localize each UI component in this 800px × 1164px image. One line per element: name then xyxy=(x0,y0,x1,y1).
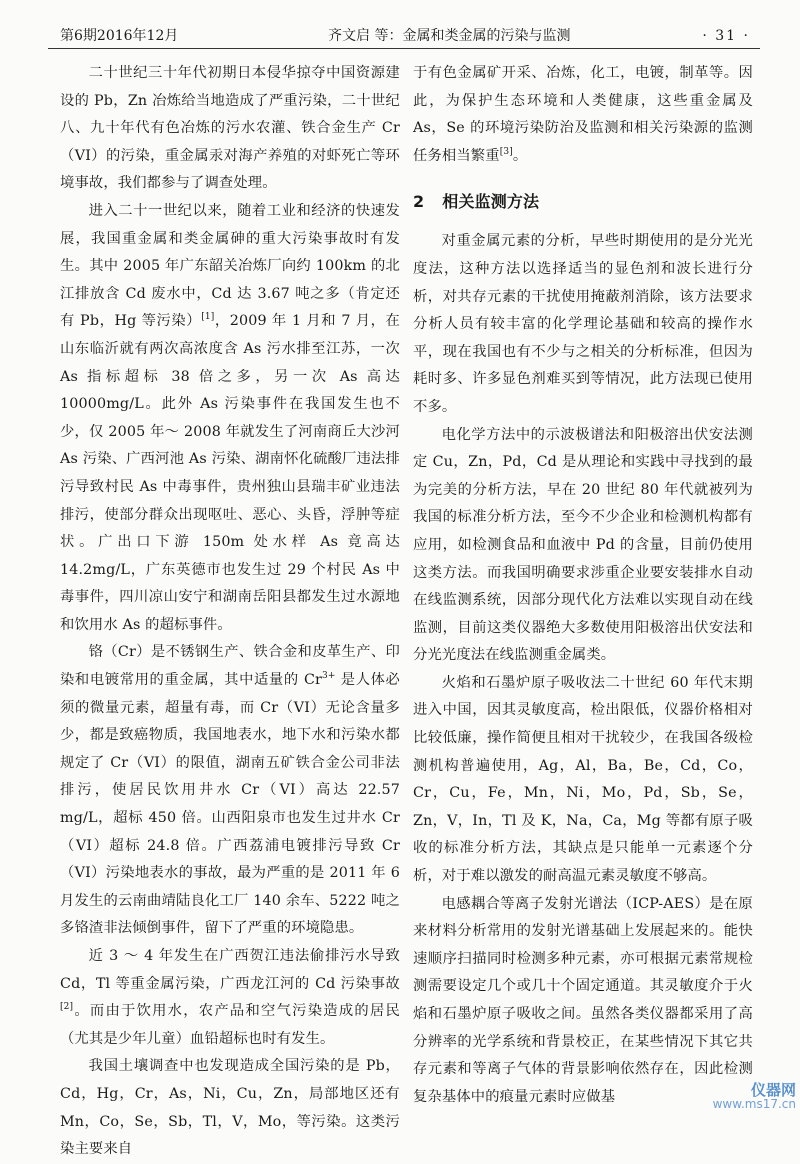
page-number: · 31 · xyxy=(702,28,750,44)
citation: [1] xyxy=(201,312,215,323)
section-heading xyxy=(413,188,753,216)
watermark-url: www.ms17.cn xyxy=(712,1097,796,1111)
citation: [3] xyxy=(499,147,513,158)
paragraph xyxy=(413,891,753,1112)
section-number: 2 xyxy=(413,192,425,212)
paragraph xyxy=(60,198,400,640)
section-title: 相关监测方法 xyxy=(442,192,540,212)
paragraph-text: 铬（Cr）是不锈钢生产、铁合金和皮革生产、印染和电镀常用的重金属，其中适量的 Cr xyxy=(60,644,400,689)
running-title: 齐文启 等：金属和类金属的污染与监测 xyxy=(328,28,571,44)
paragraph xyxy=(413,228,753,421)
left-column xyxy=(60,60,400,1164)
right-column xyxy=(413,60,753,1111)
citation: [2] xyxy=(60,1002,74,1013)
paragraph-text: 近 3 ～ 4 年发生在广西贺江违法偷排污水导致 Cd，Tl 等重金属污染，广西龙江河的 Cd 污染事故 xyxy=(60,948,400,992)
paragraph xyxy=(60,60,400,198)
running-header xyxy=(60,24,750,48)
watermark-name: 仪器网 xyxy=(750,1081,796,1099)
paragraph-text: 对重金属元素的分析，早些时期使用的是分光光度法，这种方法以选择适当的显色剂和波长进行分析，对共存元素的干扰使用掩蔽剂消除，该方法要求分析人员有较丰富的化学理论基础和较高的操作水平，现在我国也有不少与之相关的分析标准，但因为耗时多、许多显色剂难买到等情况，此方法现已使用不多。 xyxy=(413,233,753,415)
paragraph xyxy=(413,60,753,170)
paragraph xyxy=(60,639,400,943)
paragraph-text: 于有色金属矿开采、冶炼，化工，电镀，制革等。因此，为保护生态环境和人类健康，这些重金属及 As，Se 的环境污染防治及监测和相关污染源的监测任务相当繁重 xyxy=(413,65,753,164)
paragraph xyxy=(413,422,753,670)
paragraph-text: 二十世纪三十年代初期日本侵华掠夺中国资源建设的 Pb，Zn 冶炼给当地造成了严重污染，二十世纪八、九十年代有色冶炼的污水农灌、铁合金生产 Cr（VI）的污染，重金属汞对海产养殖的对虾死亡等环境事故，我们都参与了调查处理。 xyxy=(60,65,400,192)
paragraph-text: 我国土壤调查中也发现造成全国污染的是 Pb，Cd，Hg，Cr，As，Ni，Cu，Zn，局部地区还有 Mn，Co，Se，Sb，Tl，V，Mo，等污染。这类污染主要来自 xyxy=(60,1058,400,1158)
paragraph xyxy=(60,1053,400,1163)
paragraph-text: 进入二十一世纪以来，随着工业和经济的快速发展，我国重金属和类金属砷的重大污染事故时有发生。其中 2005 年广东韶关冶炼厂向约 100km 的北江排放含 Cd 废水中，Cd 达 3.67 吨之多（肯定还有 Pb，Hg 等污染） xyxy=(60,202,400,330)
issue-date: 第6期2016年12月 xyxy=(60,28,179,44)
paragraph-text: 。 xyxy=(512,147,528,164)
paragraph xyxy=(60,943,400,1053)
superscript: 3+ xyxy=(322,671,336,682)
paragraph-text: ，2009 年 1 月和 7 月，在山东临沂就有两次高浓度含 As 污水排至江苏，一次 As 指标超标 38 倍之多，另一次 As 高达 10000mg/L。此外 As 污染事件在我国发生也不少，仅 2005 年～ 2008 年就发生了河南商丘大沙河 As 污染、广西河池 As 污染、湖南怀化硫酸厂违法排污导致村民 As 中毒事件，贵州独山县瑞丰矿业违法排污，使部分群众出现呕吐、恶心、头昏，浮肿等症状。广出口下游 150m 处水样 As 竟高达 14.2mg/L，广东英德市也发生过 29 个村民 As 中毒事件，四川凉山安宁和湖南岳阳县都发生过水源地和饮用水 As 的超标事件。 xyxy=(60,313,401,633)
paragraph-text: 电化学方法中的示波极谱法和阳极溶出伏安法测定 Cu，Zn，Pd，Cd 是从理论和实践中寻找到的最为完美的分析方法，早在 20 世纪 80 年代就被列为我国的标准分析方法，至今不少企业和检测机构都有应用，如检测食品和血液中 Pd 的含量，目前仍使用这类方法。而我国明确要求涉重企业要安装排水自动在线监测系统，因部分现代化方法难以实现自动在线监测，目前这类仪器绝大多数使用阳极溶出伏安法和分光光度法在线监测重金属类。 xyxy=(413,426,753,664)
header-rule xyxy=(48,48,760,49)
paragraph xyxy=(413,670,753,891)
paragraph-text: 是人体必须的微量元素，超量有毒，而 Cr（VI）无论含量多少，都是致癌物质，我国地表水，地下水和污染水都规定了 Cr（VI）的限值，湖南五矿铁合金公司非法排污，使居民饮用井水 Cr（VI）高达 22.57 mg/L，超标 450 倍。山西阳泉市也发生过井水 Cr（VI）超标 24.8 倍。广西荔浦电镀排污导致 Cr（VI）污染地表水的事故，最为严重的是 2011 年 6 月发生的云南曲靖陆良化工厂 140 余车、5222 吨之多铬渣非法倾倒事件，留下了严重的环境隐患。 xyxy=(60,672,400,937)
watermark xyxy=(713,1083,796,1111)
paragraph-text: 。而由于饮用水，农产品和空气污染造成的居民（尤其是少年儿童）血铅超标也时有发生。 xyxy=(60,1003,400,1047)
paragraph-text: 火焰和石墨炉原子吸收法二十世纪 60 年代末期进入中国，因其灵敏度高，检出限低，仪器价格相对比较低廉，操作简便且相对干扰较少，在我国各级检测机构普遍使用，Ag，Al，Ba，Be，Cd，Co，Cr，Cu，Fe，Mn，Ni，Mo，Pd，Sb，Se，Zn，V，In，Tl 及 K，Na，Ca，Mg 等都有原子吸收的标准分析方法，其缺点是只能单一元素逐个分析，对于难以激发的耐高温元素灵敏度不够高。 xyxy=(413,674,753,885)
paragraph-text: 电感耦合等离子发射光谱法（ICP-AES）是在原来材料分析常用的发射光谱基础上发展起来的。能快速顺序扫描同时检测多种元素，亦可根据元素常规检测需要设定几个或几十个固定通道。其灵敏度介于火焰和石墨炉原子吸收之间。虽然各类仪器都采用了高分辨率的光学系统和背景校正，在某些情况下其它共存元素和等离子气体的背景影响依然存在，因此检测复杂基体中的痕量元素时应做基 xyxy=(413,895,753,1105)
